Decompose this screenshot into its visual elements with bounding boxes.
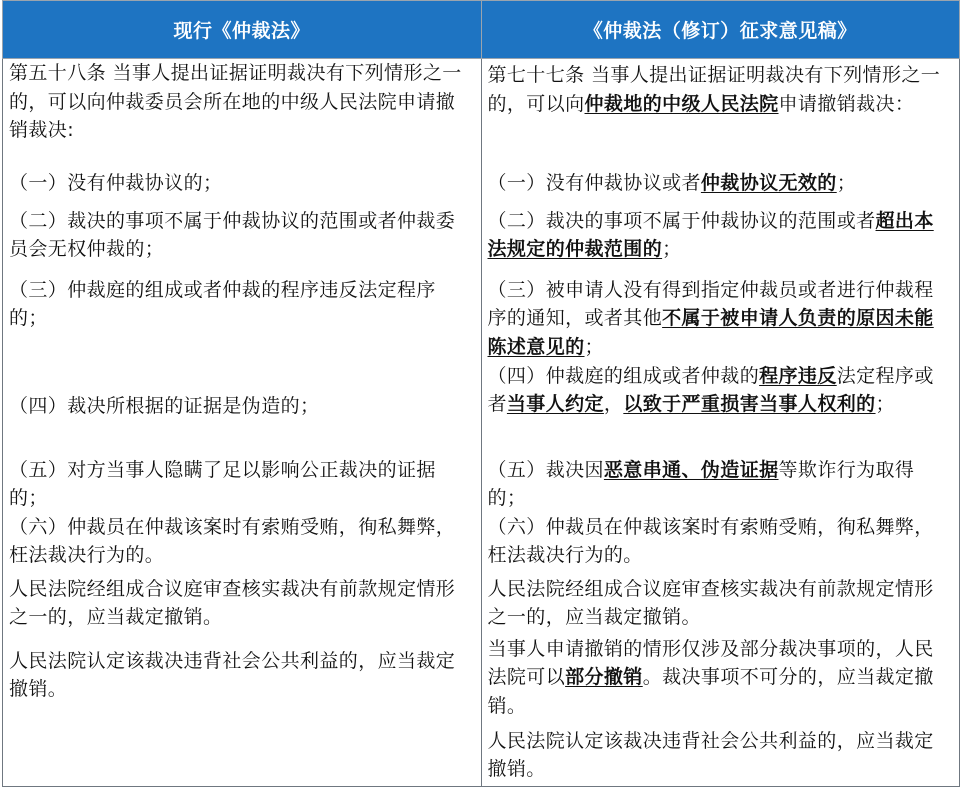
current-law-cell bbox=[3, 452, 482, 513]
clause-text: 人民法院经组成合议庭审查核实裁决有前款规定情形之一的，应当裁定撤销。 bbox=[487, 577, 934, 628]
comparison-body bbox=[3, 59, 960, 787]
draft-law-cell bbox=[481, 59, 960, 159]
table-row bbox=[3, 199, 960, 268]
clause-text: 人民法院认定该裁决违背社会公共利益的，应当裁定撤销。 bbox=[487, 729, 934, 780]
clause-text: 第五十八条 当事人提出证据证明裁决有下列情形之一的，可以向仲裁委员会所在地的中级人民法院申请撤销裁决: bbox=[9, 62, 462, 141]
amended-text-highlight: 超出本法规定的仲裁范围的 bbox=[487, 209, 934, 260]
table-row bbox=[3, 159, 960, 199]
clause-text: 申请撤销裁决： bbox=[778, 92, 915, 115]
clause-text: （二）裁决的事项不属于仲裁协议的范围或者 bbox=[487, 209, 876, 232]
table-row bbox=[3, 727, 960, 787]
current-law-cell bbox=[3, 199, 482, 268]
amended-text-highlight: 恶意串通、伪造证据 bbox=[603, 458, 779, 481]
clause-text: 。裁决事项不可分的，应当裁定撤销。 bbox=[487, 666, 934, 717]
clause-text: （一）没有仲裁协议的； bbox=[9, 171, 223, 194]
table-row bbox=[3, 513, 960, 575]
clause-text: （三）被申请人没有得到指定仲裁员或者进行仲裁程序的通知，或者其他 bbox=[487, 278, 934, 329]
draft-law-cell bbox=[481, 513, 960, 575]
header-row bbox=[3, 1, 960, 59]
clause-text: 人民法院认定该裁决违背社会公共利益的，应当裁定撤销。 bbox=[9, 649, 456, 700]
clause-text: 等欺诈行为取得的； bbox=[487, 458, 915, 509]
draft-law-cell bbox=[481, 727, 960, 787]
draft-law-cell bbox=[481, 362, 960, 452]
current-law-cell bbox=[3, 727, 482, 787]
table-row bbox=[3, 452, 960, 513]
table-row bbox=[3, 268, 960, 362]
clause-text: ； bbox=[584, 335, 604, 358]
amended-text-highlight: 仲裁地的中级人民法院 bbox=[584, 92, 779, 115]
table-row bbox=[3, 635, 960, 727]
current-law-cell bbox=[3, 362, 482, 452]
clause-text: （四）仲裁庭的组成或者仲裁的 bbox=[487, 364, 760, 387]
amended-text-highlight: 以致于严重损害当事人权利的 bbox=[623, 393, 876, 415]
header-draft-law: 《仲裁法（修订）征求意见稿》 bbox=[481, 1, 960, 59]
draft-law-cell bbox=[481, 452, 960, 513]
draft-law-cell bbox=[481, 635, 960, 727]
draft-law-cell bbox=[481, 268, 960, 362]
amended-text-highlight: 部分撤销 bbox=[565, 666, 643, 688]
clause-text: 法定程序或者 bbox=[487, 364, 934, 415]
clause-text: ； bbox=[662, 238, 682, 260]
clause-text: （二）裁决的事项不属于仲裁协议的范围或者仲裁委员会无权仲裁的； bbox=[9, 209, 456, 260]
clause-text: （六）仲裁员在仲裁该案时有索贿受贿，徇私舞弊，枉法裁决行为的。 bbox=[487, 515, 934, 566]
amended-text-highlight: 仲裁协议无效的 bbox=[700, 171, 837, 194]
clause-text: 第七十七条 当事人提出证据证明裁决有下列情形之一的，可以向 bbox=[487, 64, 941, 115]
amended-text-highlight: 不属于被申请人负责的原因未能陈述意见的 bbox=[487, 307, 934, 358]
amended-text-highlight: 程序违反 bbox=[759, 364, 837, 387]
current-law-cell bbox=[3, 513, 482, 575]
current-law-cell bbox=[3, 159, 482, 199]
current-law-cell bbox=[3, 575, 482, 635]
table-row bbox=[3, 362, 960, 452]
draft-law-cell bbox=[481, 159, 960, 199]
clause-text: （六）仲裁员在仲裁该案时有索贿受贿，徇私舞弊，枉法裁决行为的。 bbox=[9, 515, 456, 566]
table-row bbox=[3, 575, 960, 635]
clause-text: （五）对方当事人隐瞒了足以影响公正裁决的证据的； bbox=[9, 458, 436, 509]
clause-text: （五）裁决因 bbox=[487, 458, 604, 481]
current-law-cell bbox=[3, 268, 482, 362]
clause-text: 人民法院经组成合议庭审查核实裁决有前款规定情形之一的，应当裁定撤销。 bbox=[9, 577, 456, 628]
clause-text: （四）裁决所根据的证据是伪造的； bbox=[9, 394, 320, 417]
clause-text: ； bbox=[875, 393, 895, 415]
current-law-cell bbox=[3, 635, 482, 727]
comparison-table bbox=[2, 0, 960, 787]
header-current-law: 现行《仲裁法》 bbox=[3, 1, 482, 59]
clause-text: ， bbox=[603, 393, 624, 415]
table-row bbox=[3, 59, 960, 159]
current-law-cell bbox=[3, 59, 482, 159]
comparison-document bbox=[2, 0, 960, 804]
clause-text: （一）没有仲裁协议或者 bbox=[487, 171, 701, 194]
clause-text: （三）仲裁庭的组成或者仲裁的程序违反法定程序的； bbox=[9, 278, 436, 329]
clause-text: ； bbox=[836, 171, 857, 194]
amended-text-highlight: 当事人约定 bbox=[506, 393, 604, 415]
draft-law-cell bbox=[481, 199, 960, 268]
draft-law-cell bbox=[481, 575, 960, 635]
clause-text: 当事人申请撤销的情形仅涉及部分裁决事项的，人民法院可以 bbox=[487, 637, 934, 688]
